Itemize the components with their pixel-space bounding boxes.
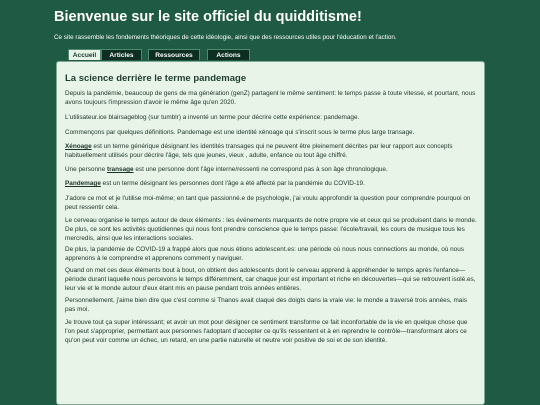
term-xenoage: Xénoage — [65, 143, 92, 150]
article-paragraph: L'utilisateur.ice blairsageblog (sur tumblr) a inventé un terme pour décrire cette expérience: pandemage. — [65, 114, 360, 121]
tab-accueil[interactable]: Accueil — [68, 49, 101, 60]
tab-articles[interactable]: Articles — [101, 49, 142, 60]
article-paragraph: Depuis la pandémie, beaucoup de gens de ma génération (genZ) partagent le même sentiment: le temps passe à toute vitesse, et pourtant, nous avons toujours l'impression d'avoir le même âge qu'en 2020. — [65, 90, 476, 106]
article-paragraph: Xénoage est un terme générique désignant les identités transages qui ne peuvent être pleinement décrites par leur rapport aux concepts habituellement utilisés pour décrire l'âge, tels que jeunes, vieux , adulte, enfance ou tout âge chiffré. — [65, 143, 453, 159]
term-pandemage: Pandemage — [65, 180, 101, 187]
article-panel — [56, 61, 485, 405]
article-paragraph: Pandemage est un terme désignant les personnes dont l'âge a été affecté par la pandémie du COVID-19. — [65, 180, 365, 187]
tab-actions[interactable]: Actions — [207, 49, 250, 60]
article-paragraph: Personnellement, j'aime bien dire que c'est comme si Thanos avait claqué des doigts dans la vraie vie: le monde a traversé trois années, mais pas moi. — [65, 297, 467, 313]
article-paragraph: Commençons par quelques définitions. Pandemage est une identité xénoage qui s'inscrit sous le terme plus large transage. — [65, 129, 415, 136]
article-paragraph: Une personne transage est une personne dont l'âge interne/ressenti ne correspond pas à son âge chronologique. — [65, 166, 388, 173]
tab-ressources[interactable]: Ressources — [148, 49, 200, 60]
site-description: Ce site rassemble les fondements théoriques de cette idéologie, ainsi que des ressources utiles pour l'éducation et l'action. — [54, 34, 397, 41]
article-paragraph: De plus, la pandémie de COVID-19 a frappé alors que nous étions adolescent.es: une période où nous nous connections au monde, où nous apprenons à le comprendre et apprenons comment y naviguer. — [65, 246, 464, 262]
site-title: Bienvenue sur le site officiel du quidditisme! — [54, 9, 362, 25]
article-paragraph: J'adore ce mot et je l'utilise moi-même; en tant que passionné.e de psychologie, j'ai voulu approfondir la question pour comprendre pourquoi on peut ressentir cela. — [65, 195, 471, 211]
article-paragraph: Quand on met ces deux éléments bout à bout, on obtient des adolescents dont le cerveau apprend à appréhender le temps après l'enfance—période durant laquelle nous percevons le temps différemment, car chaque jour est important et riche en découvertes—qui se retrouvent isolé.es, leur vie et le monde autour d'eux étant mis en pause pendant trois années entières. — [65, 267, 476, 292]
article-paragraph: Je trouve tout ça super intéressant; et avoir un mot pour désigner ce sentiment transforme ce fait inconfortable de la vie en quelque chose que l'on peut s'approprier, permettant aux personnes l'adoptant d'accepter ce qu'ils ressentent et à en reprendre le contrôle—transformant alors ce qu'on peut voir comme un échec, un retard, en une partie naturelle et neutre voir positive de soi et de son identité. — [65, 319, 468, 344]
article-title: La science derrière le terme pandemage — [65, 73, 247, 84]
article-paragraph: Le cerveau organise le temps autour de deux éléments : les événements marquants de notre propre vie et ceux qui se produisent dans le monde. De plus, ce sont les activités quotidiennes qui nous font prendre conscience que le temps passe: l'école/travail, les cours de musique tous les mercredis, ainsi que les interactions sociales. — [65, 217, 477, 242]
term-transage: transage — [106, 166, 134, 173]
